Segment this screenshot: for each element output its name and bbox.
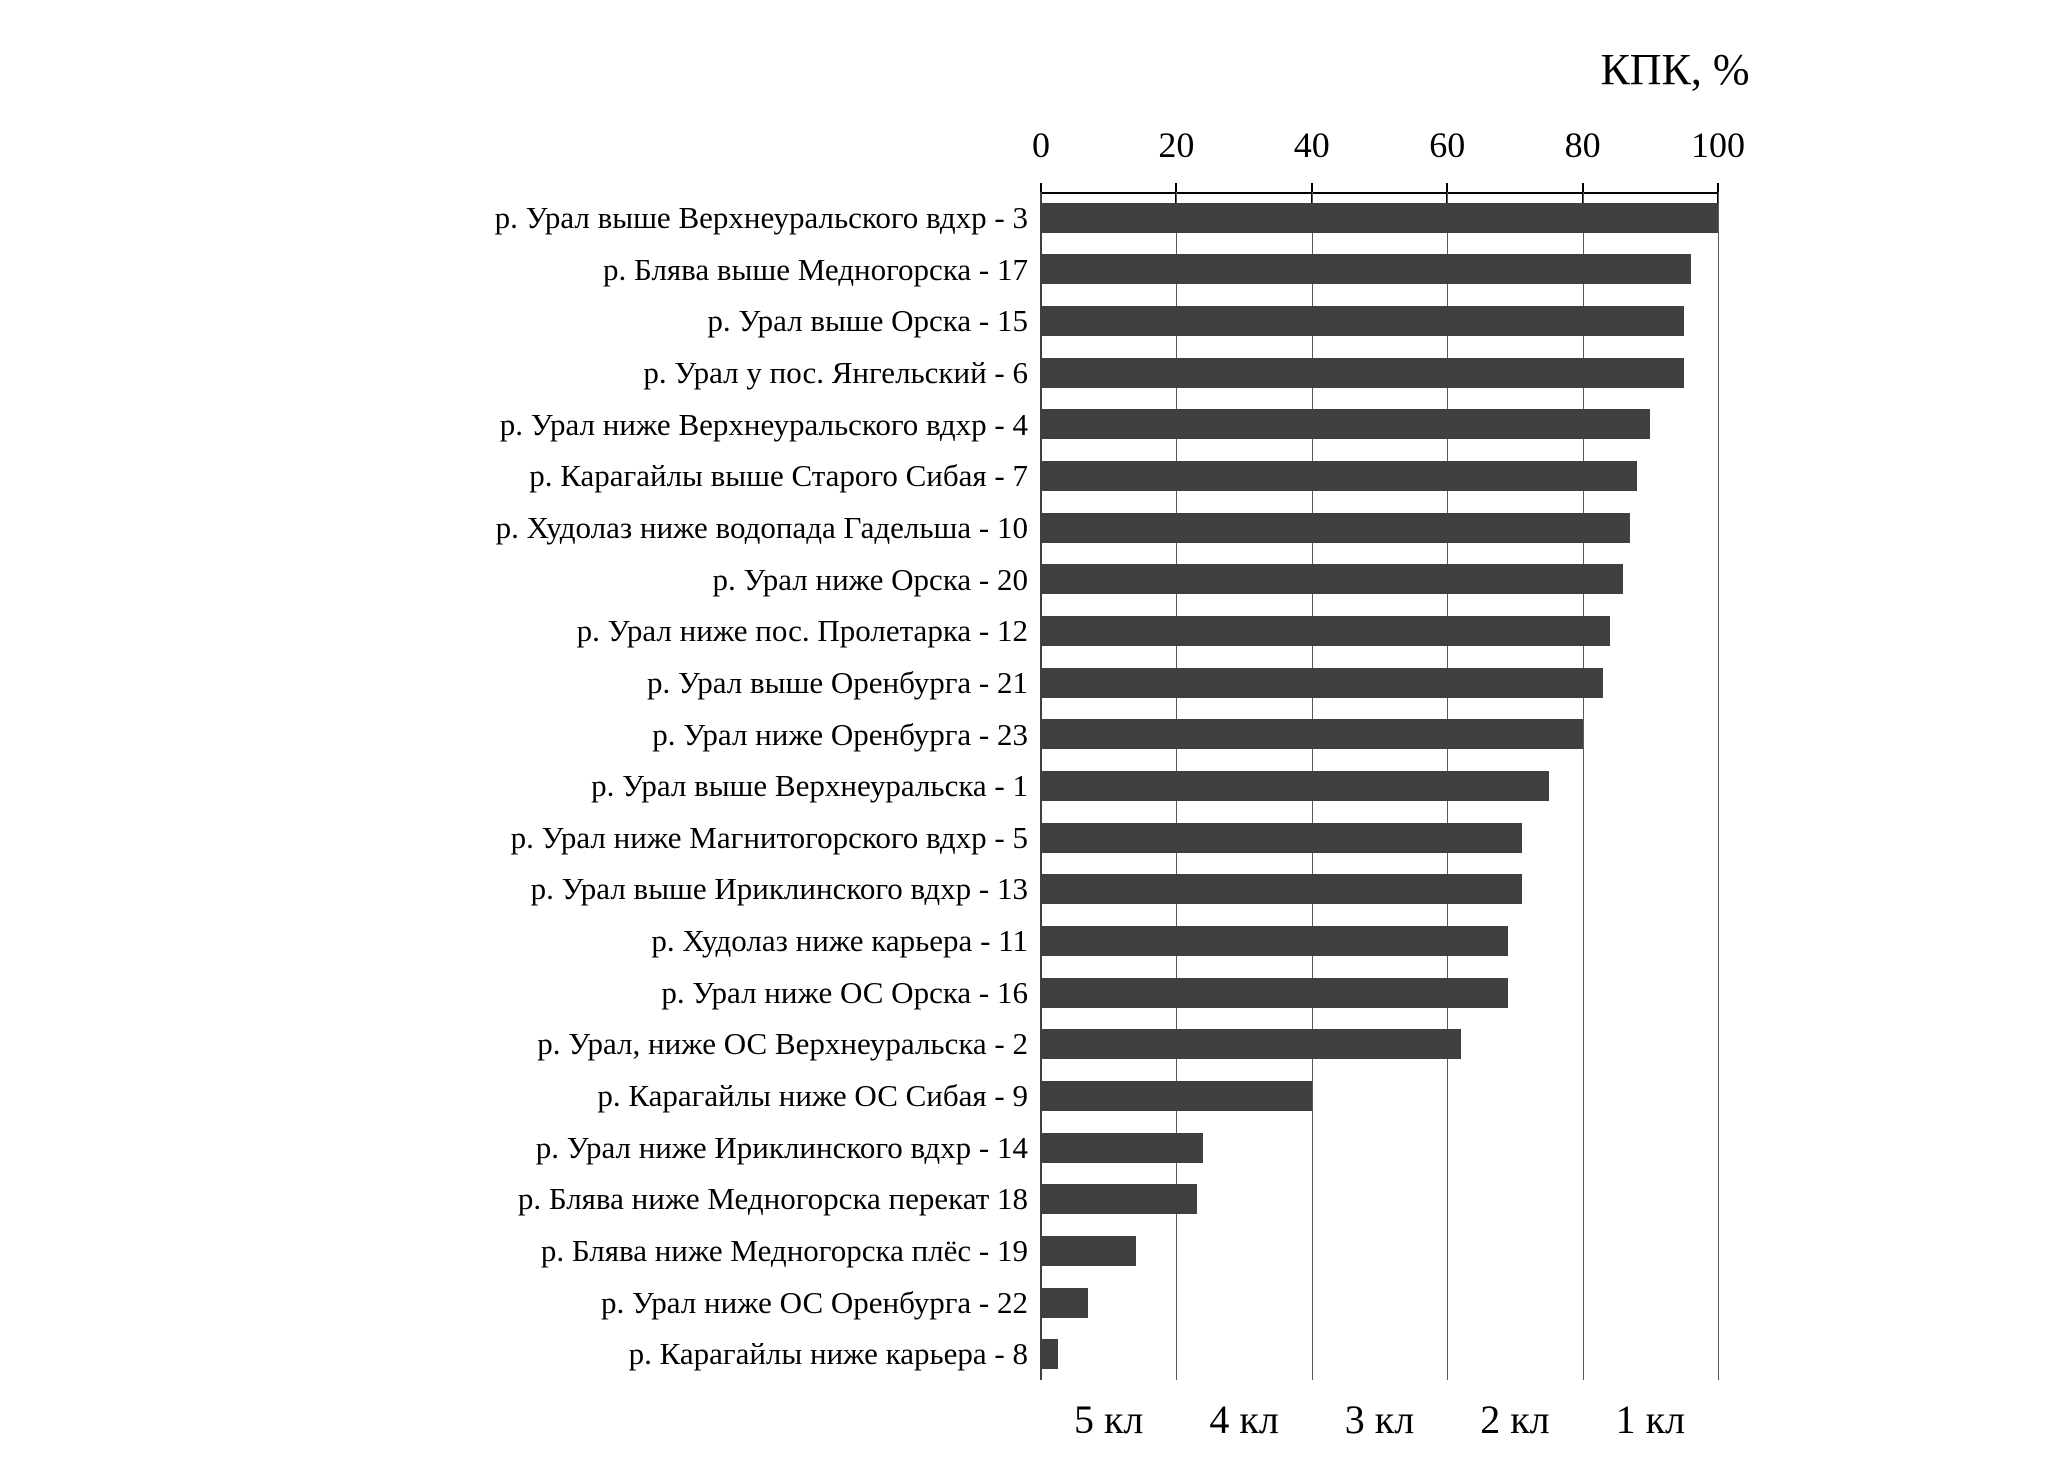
bar	[1041, 926, 1508, 956]
chart-title: КПК, %	[1600, 45, 1750, 94]
category-label: р. Урал выше Орска - 15	[707, 303, 1028, 339]
class-band-label: 4 кл	[1209, 1397, 1279, 1442]
category-label: р. Карагайлы ниже ОС Сибая - 9	[597, 1078, 1028, 1114]
bar	[1041, 306, 1684, 336]
bar	[1041, 874, 1522, 904]
category-label: р. Карагайлы выше Старого Сибая - 7	[529, 458, 1028, 494]
category-label: р. Карагайлы ниже карьера - 8	[628, 1336, 1028, 1372]
category-label: р. Урал ниже Орска - 20	[712, 561, 1028, 597]
bar	[1041, 978, 1508, 1008]
bar	[1041, 358, 1684, 388]
x-axis-tick-label: 0	[1032, 125, 1050, 165]
category-label: р. Худолаз ниже водопада Гадельша - 10	[495, 509, 1028, 545]
bar	[1041, 1081, 1312, 1111]
bar	[1041, 616, 1610, 646]
gridline	[1718, 192, 1719, 1380]
x-axis-tick-label: 20	[1158, 125, 1195, 165]
bar	[1041, 461, 1637, 491]
x-axis-tick-label: 60	[1429, 125, 1466, 165]
x-axis-tick-label: 100	[1691, 125, 1745, 165]
bar	[1041, 409, 1650, 439]
x-axis-tick-label: 80	[1564, 125, 1601, 165]
x-axis-line	[1041, 192, 1718, 194]
class-band-label: 1 кл	[1615, 1397, 1685, 1442]
bar	[1041, 1288, 1088, 1318]
category-label: р. Урал ниже ОС Орска - 16	[661, 974, 1028, 1010]
x-axis-tick-label: 40	[1293, 125, 1330, 165]
category-label: р. Урал выше Верхнеуральска - 1	[591, 768, 1028, 804]
bar	[1041, 1339, 1058, 1369]
category-label: р. Урал ниже Верхнеуральского вдхр - 4	[499, 406, 1028, 442]
category-label: р. Урал выше Оренбурга - 21	[647, 664, 1028, 700]
category-label: р. Урал ниже пос. Пролетарка - 12	[576, 613, 1028, 649]
bar	[1041, 513, 1630, 543]
bar	[1041, 1236, 1136, 1266]
category-label: р. Урал ниже Магнитогорского вдхр - 5	[510, 819, 1028, 855]
bar	[1041, 668, 1603, 698]
bar	[1041, 719, 1583, 749]
bar	[1041, 564, 1623, 594]
bar	[1041, 1029, 1461, 1059]
category-label: р. Урал ниже ОС Оренбурга - 22	[601, 1284, 1028, 1320]
bar	[1041, 823, 1522, 853]
bar	[1041, 1133, 1203, 1163]
category-label: р. Блява ниже Медногорска плёс - 19	[540, 1233, 1028, 1269]
category-label: р. Урал, ниже ОС Верхнеуральска - 2	[537, 1026, 1028, 1062]
category-label: р. Урал ниже Ириклинского вдхр - 14	[535, 1129, 1028, 1165]
category-label: р. Худолаз ниже карьера - 11	[651, 923, 1028, 959]
bar	[1041, 1184, 1197, 1214]
class-band-label: 5 кл	[1073, 1397, 1144, 1442]
category-label: р. Урал ниже Оренбурга - 23	[652, 716, 1028, 752]
bar	[1041, 254, 1691, 284]
class-band-label: 2 кл	[1480, 1397, 1550, 1442]
category-label: р. Урал выше Ириклинского вдхр - 13	[530, 871, 1028, 907]
bar	[1041, 203, 1718, 233]
category-label: р. Урал выше Верхнеуральского вдхр - 3	[494, 200, 1028, 235]
category-label: р. Блява ниже Медногорска перекат 18	[517, 1181, 1028, 1217]
class-band-label: 3 кл	[1344, 1397, 1415, 1442]
category-label: р. Блява выше Медногорска - 17	[603, 251, 1028, 287]
category-label: р. Урал у пос. Янгельский - 6	[643, 354, 1028, 390]
bar	[1041, 771, 1549, 801]
